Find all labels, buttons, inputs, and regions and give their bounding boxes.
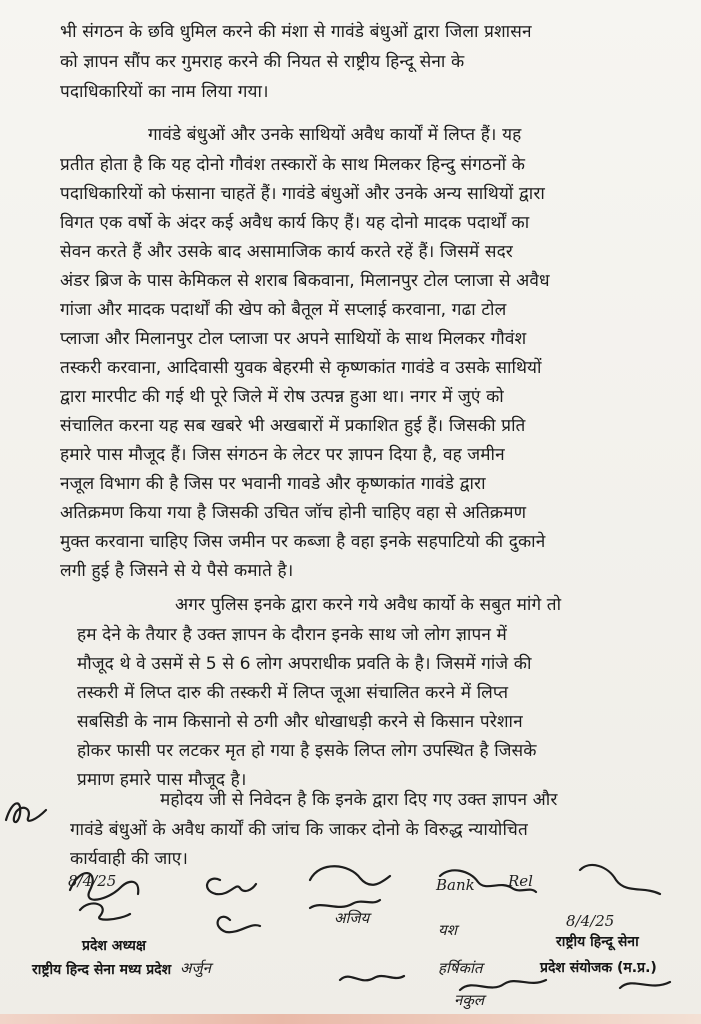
text-line: मुक्त करवाना चाहिए जिस जमीन पर कब्जा है वहा इनके सहपाटियो की दुकाने bbox=[60, 532, 546, 552]
text-line: अतिक्रमण किया गया है जिसकी उचित जॉच होनी चाहिए वहा से अतिक्रमण bbox=[60, 503, 527, 523]
text-line: संचालित करना यह सब खबरे भी अखबारों में प्रकाशित हुई हैं। जिसकी प्रति bbox=[60, 416, 526, 436]
text-line: हम देने के तैयार है उक्त ज्ञापन के दौरान इनके साथ जो लोग ज्ञापन में bbox=[77, 625, 507, 645]
signature-text: अजिय bbox=[334, 909, 370, 927]
text-line: प्रतीत होता है कि यह दोनो गौवंश तस्कारों के साथ मिलकर हिन्दु संगठनों के bbox=[60, 155, 526, 175]
scan-edge bbox=[0, 1014, 701, 1024]
text-line: अगर पुलिस इनके द्वारा करने गये अवैध कार्यो के सबुत मांगे तो bbox=[175, 595, 562, 615]
date-note: 8/4/25 bbox=[566, 912, 615, 930]
signature-text: हर्षिकांत bbox=[438, 959, 483, 977]
signature-text: नकुल bbox=[454, 991, 485, 1009]
margin-signature bbox=[2, 790, 52, 840]
signature-text: Bank bbox=[436, 876, 475, 894]
signature-text: यश bbox=[438, 921, 457, 939]
text-line: गावंडे बंधुओं के अवैध कार्यों की जांच कि जाकर दोनो के विरुद्ध न्यायोचित bbox=[70, 820, 528, 840]
text-line: पदाधिकारियों को फंसाना चाहतें हैं। गावंडे बंधुओं और उनके अन्य साथियों द्वारा bbox=[60, 184, 545, 204]
signature-text: Rel bbox=[508, 872, 533, 890]
text-line: होकर फासी पर लटकर मृत हो गया है इसके लिप्त लोग उपस्थित है जिसके bbox=[77, 741, 537, 761]
text-line: तस्करी में लिप्त दारु की तस्करी में लिप्त जूआ संचालित करने में लिप्त bbox=[77, 683, 509, 703]
stamp-right-org: राष्ट्रीय हिन्दू सेना bbox=[556, 934, 639, 950]
text-line: गांजा और मादक पदार्थों की खेप को बैतूल में सप्लाई करवाना, गढा टोल bbox=[60, 300, 507, 320]
text-line: लगी हुई है जिसने से ये पैसे कमाते है। bbox=[60, 561, 294, 581]
text-line: प्लाजा और मिलानपुर टोल प्लाजा पर अपने साथियों के साथ मिलकर गौवंश bbox=[60, 329, 527, 349]
text-line: प्रमाण हमारे पास मौजूद है। bbox=[77, 770, 247, 790]
text-line: कार्यवाही की जाए। bbox=[70, 849, 189, 869]
text-line: भी संगठन के छवि धुमिल करने की मंशा से गावंडे बंधुओं द्वारा जिला प्रशासन bbox=[60, 22, 532, 42]
text-line: गावंडे बंधुओं और उनके साथियों अवैध कार्यों में लिप्त हैं। यह bbox=[148, 125, 522, 145]
text-line: हमारे पास मौजूद हैं। जिस संगठन के लेटर पर ज्ञापन दिया है, वह जमीन bbox=[60, 445, 505, 465]
text-line: सबसिडी के नाम किसानो से ठगी और धोखाधड़ी करने से किसान परेशान bbox=[77, 712, 523, 732]
stamp-left-title: प्रदेश अध्यक्ष bbox=[82, 938, 146, 954]
text-line: को ज्ञापन सौंप कर गुमराह करने की नियत से राष्ट्रीय हिन्दू सेना के bbox=[60, 52, 465, 72]
date-note: 8/4/25 bbox=[68, 872, 117, 890]
text-line: अंडर ब्रिज के पास केमिकल से शराब बिकवाना, मिलानपुर टोल प्लाजा से अवैध bbox=[60, 271, 550, 291]
stamp-left-org: राष्ट्रीय हिन्द सेना मध्य प्रदेश bbox=[32, 962, 172, 978]
text-line: पदाधिकारियों का नाम लिया गया। bbox=[60, 82, 269, 102]
text-line: द्वारा मारपीट की गई थी पूरे जिले में रोष उत्पन्न हुआ था। नगर में जुएं को bbox=[60, 387, 504, 407]
text-line: सेवन करते हैं और उसके बाद असामाजिक कार्य करते रहें हैं। जिसमें सदर bbox=[60, 242, 513, 262]
text-line: नजूल विभाग की है जिस पर भवानी गावडे और कृष्णकांत गावंडे द्वारा bbox=[60, 474, 486, 494]
text-line: महोदय जी से निवेदन है कि इनके द्वारा दिए गए उक्त ज्ञापन और bbox=[160, 790, 558, 810]
text-line: मौजूद थे वे उसमें से 5 से 6 लोग अपराधीक प्रवति के है। जिसमें गांजे की bbox=[77, 654, 532, 674]
text-line: तस्करी करवाना, आदिवासी युवक बेहरमी से कृष्णकांत गावंडे व उसके साथियों bbox=[60, 358, 542, 378]
signature-text: अर्जुन bbox=[180, 959, 211, 977]
stamp-right-title: प्रदेश संयोजक (म.प्र.) bbox=[540, 960, 657, 976]
text-line: विगत एक वर्षो के अंदर कई अवैध कार्य किए हैं। यह दोनो मादक पदार्थों का bbox=[60, 213, 530, 233]
